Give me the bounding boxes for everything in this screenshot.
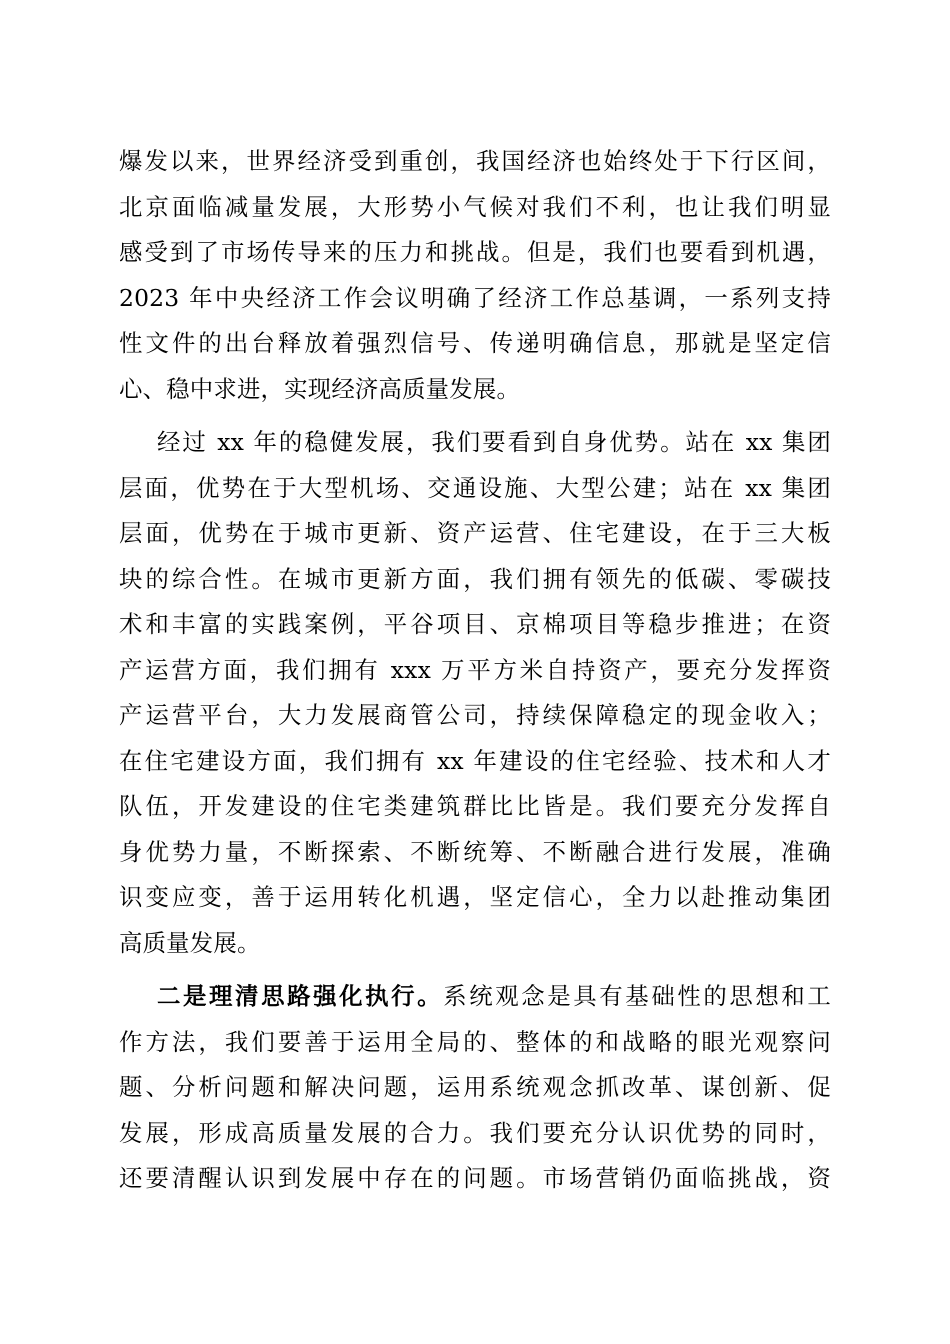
paragraph-3-line-1 (119, 974, 831, 1020)
paragraph-2-line-6: 产运营方面，我们拥有 xxx 万平方米自持资产，要充分发挥资 (119, 655, 831, 684)
paragraph-2-line-7: 产运营平台，大力发展商管公司，持续保障稳定的现金收入； (119, 701, 831, 729)
paragraph-2-line-4: 块的综合性。在城市更新方面，我们拥有领先的低碳、零碳技 (119, 564, 831, 593)
paragraph-2-line-11: 识变应变，善于运用转化机遇，坚定信心，全力以赴推动集团 (119, 883, 831, 911)
paragraph-3-lead: 二是理清思路强化执行。 (157, 982, 444, 1010)
paragraph-2-line-8: 在住宅建设方面，我们拥有 xx 年建设的住宅经验、技术和人才 (119, 746, 831, 775)
paragraph-3-line-5: 还要清醒认识到发展中存在的问题。市场营销仍面临挑战，资 (119, 1164, 831, 1192)
paragraph-3-line-4: 发展，形成高质量发展的合力。我们要充分认识优势的同时， (119, 1118, 831, 1147)
paragraph-1-line-4: 2023 年中央经济工作会议明确了经济工作总基调，一系列支持 (119, 283, 831, 312)
paragraph-2-line-2: 层面，优势在于大型机场、交通设施、大型公建；站在 xx 集团 (119, 473, 831, 502)
paragraph-2-line-1: 经过 xx 年的稳健发展，我们要看到自身优势。站在 xx 集团 (157, 428, 831, 456)
document-body (119, 139, 831, 1202)
paragraph-1-line-6: 心、稳中求进，实现经济高质量发展。 (119, 374, 521, 403)
paragraph-1 (119, 139, 831, 412)
paragraph-3 (119, 974, 831, 1202)
paragraph-2-line-5: 术和丰富的实践案例，平谷项目、京棉项目等稳步推进；在资 (119, 610, 831, 638)
paragraph-1-line-2: 北京面临减量发展，大形势小气候对我们不利，也让我们明显 (119, 192, 831, 221)
paragraph-2-line-3: 层面，优势在于城市更新、资产运营、住宅建设，在于三大板 (119, 519, 831, 547)
paragraph-2 (119, 420, 831, 966)
paragraph-1-line-5: 性文件的出台释放着强烈信号、传递明确信息，那就是坚定信 (119, 329, 831, 357)
paragraph-2-line-12: 高质量发展。 (119, 928, 261, 957)
paragraph-3-line-2: 作方法，我们要善于运用全局的、整体的和战略的眼光观察问 (119, 1027, 831, 1056)
paragraph-1-line-1: 爆发以来，世界经济受到重创，我国经济也始终处于下行区间， (119, 147, 831, 175)
paragraph-1-line-3: 感受到了市场传导来的压力和挑战。但是，我们也要看到机遇， (119, 238, 831, 266)
paragraph-2-line-9: 队伍，开发建设的住宅类建筑群比比皆是。我们要充分发挥自 (119, 792, 831, 820)
paragraph-3-line-3: 题、分析问题和解决问题，运用系统观念抓改革、谋创新、促 (119, 1073, 831, 1101)
paragraph-3-line-1-rest: 系统观念是具有基础性的思想和工 (443, 982, 831, 1010)
paragraph-2-line-10: 身优势力量，不断探索、不断统筹、不断融合进行发展，准确 (119, 837, 831, 866)
